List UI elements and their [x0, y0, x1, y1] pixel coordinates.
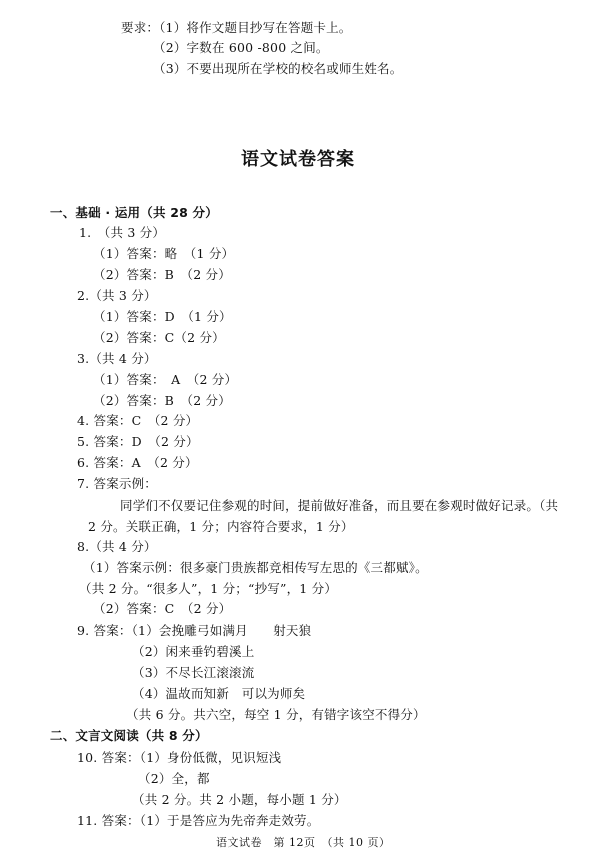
- q10-answer-1: 10. 答案：（1）身份低微，见识短浅: [77, 750, 282, 765]
- requirement-3: （3）不要出现所在学校的校名或师生姓名。: [153, 61, 403, 76]
- q11-answer-1: 11. 答案：（1）于是答应为先帝奔走效劳。: [77, 813, 320, 828]
- section-1-heading: 一、基础 · 运用（共 28 分）: [50, 205, 218, 220]
- q2-answer-1: （1）答案：D （1 分）: [93, 309, 232, 324]
- q8-heading: 8.（共 4 分）: [77, 539, 157, 554]
- q7-heading: 7. 答案示例：: [77, 476, 157, 491]
- q5-answer: 5. 答案：D （2 分）: [77, 434, 199, 449]
- page-footer: 语文试卷 第 12页 （共 10 页）: [216, 836, 391, 849]
- requirement-2: （2）字数在 600 -800 之间。: [153, 40, 329, 55]
- q1-answer-1: （1）答案：略 （1 分）: [93, 246, 235, 261]
- q3-heading: 3.（共 4 分）: [77, 351, 157, 366]
- q1-heading: 1. （共 3 分）: [79, 225, 166, 240]
- q10-scoring-note: （共 2 分。共 2 小题，每小题 1 分）: [132, 792, 347, 807]
- q7-answer-line-2: 2 分。关联正确，1 分；内容符合要求，1 分）: [88, 519, 354, 534]
- q9-answer-1: 9. 答案：（1）会挽雕弓如满月 射天狼: [77, 623, 312, 638]
- q6-answer: 6. 答案：A （2 分）: [77, 455, 198, 470]
- section-2-heading: 二、文言文阅读（共 8 分）: [50, 728, 208, 743]
- q1-answer-2: （2）答案：B （2 分）: [93, 267, 231, 282]
- q8-scoring-note: （共 2 分。“很多人”，1 分；“抄写”，1 分）: [79, 581, 338, 596]
- q9-answer-2: （2）闲来垂钓碧溪上: [132, 644, 255, 659]
- q2-answer-2: （2）答案：C（2 分）: [93, 330, 225, 345]
- q3-answer-2: （2）答案：B （2 分）: [93, 393, 231, 408]
- page-title: 语文试卷答案: [241, 149, 355, 170]
- requirement-1: 要求：（1）将作文题目抄写在答题卡上。: [121, 20, 352, 35]
- q9-answer-4: （4）温故而知新 可以为师矣: [132, 686, 306, 701]
- q7-answer-line-1: 同学们不仅要记住参观的时间，提前做好准备，而且要在参观时做好记录。（共: [120, 498, 559, 513]
- q4-answer: 4. 答案：C （2 分）: [77, 413, 199, 428]
- q10-answer-2: （2）全，都: [138, 771, 210, 786]
- q2-heading: 2.（共 3 分）: [77, 288, 157, 303]
- q9-scoring-note: （共 6 分。共六空，每空 1 分，有错字该空不得分）: [126, 707, 426, 722]
- q8-answer-1: （1）答案示例：很多豪门贵族都竞相传写左思的《三都赋》。: [83, 560, 428, 575]
- q8-answer-2: （2）答案：C （2 分）: [93, 601, 232, 616]
- q9-answer-3: （3）不尽长江滚滚流: [132, 665, 255, 680]
- q3-answer-1: （1）答案： A （2 分）: [93, 372, 238, 387]
